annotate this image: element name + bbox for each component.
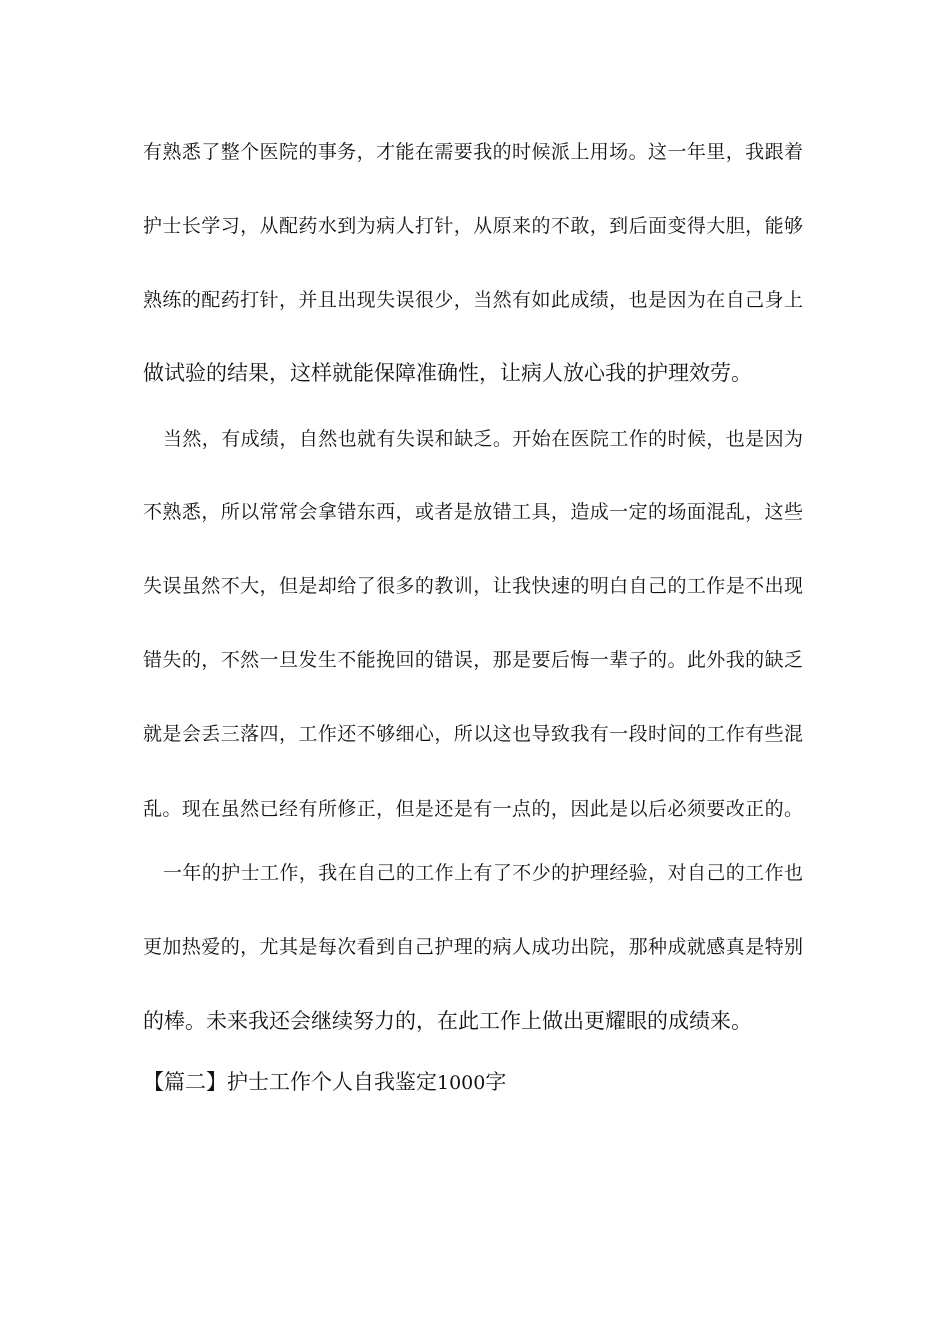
paragraph-1-line-4: 做试验的结果，这样就能保障准确性，让病人放心我的护理效劳。 [143,361,752,385]
paragraph-1-line-2: 护士长学习，从配药水到为病人打针，从原来的不敢，到后面变得大胆，能够 [143,215,803,237]
paragraph-3-line-3: 的棒。未来我还会继续努力的，在此工作上做出更耀眼的成绩来。 [143,1009,752,1033]
paragraph-2-line-3: 失误虽然不大，但是却给了很多的教训，让我快速的明白自己的工作是不出现 [143,575,803,597]
paragraph-2-line-5: 就是会丢三落四，工作还不够细心，所以这也导致我有一段时间的工作有些混 [143,723,803,745]
paragraph-3-line-1: 一年的护士工作，我在自己的工作上有了不少的护理经验，对自己的工作也 [163,862,803,884]
section-heading [143,1067,506,1097]
paragraph-1-line-3: 熟练的配药打针，并且出现失误很少，当然有如此成绩，也是因为在自己身上 [143,289,803,311]
paragraph-2-line-4: 错失的，不然一旦发生不能挽回的错误，那是要后悔一辈子的。此外我的缺乏 [143,649,803,671]
paragraph-2-line-2: 不熟悉，所以常常会拿错东西，或者是放错工具，造成一定的场面混乱，这些 [143,501,803,523]
section-heading-prefix: 【篇二】护士工作个人自我鉴定 [143,1070,437,1094]
paragraph-1-line-1: 有熟悉了整个医院的事务，才能在需要我的时候派上用场。这一年里，我跟着 [143,141,803,163]
section-heading-suffix: 字 [485,1070,507,1094]
paragraph-3-line-2: 更加热爱的，尤其是每次看到自己护理的病人成功出院，那种成就感真是特别 [143,936,803,958]
paragraph-2-line-1: 当然，有成绩，自然也就有失误和缺乏。开始在医院工作的时候，也是因为 [163,428,803,450]
paragraph-2-line-6: 乱。现在虽然已经有所修正，但是还是有一点的，因此是以后必须要改正的。 [143,798,803,820]
section-heading-number: 1000 [437,1072,486,1094]
